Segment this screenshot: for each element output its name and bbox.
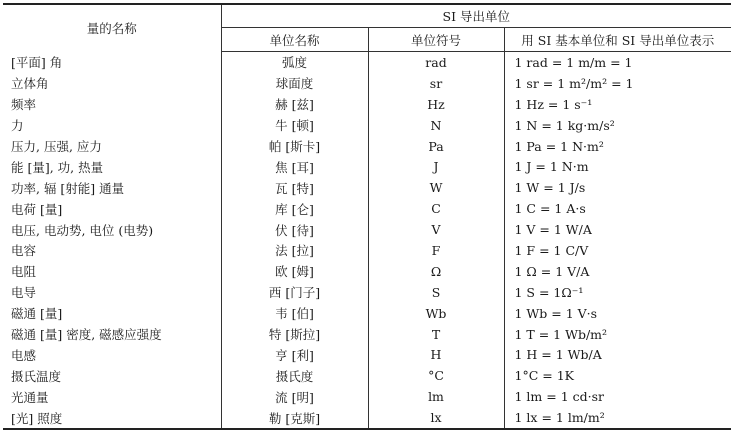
table-row	[3, 94, 731, 115]
expression-cell: 1 Ω = 1 V/A	[514, 263, 590, 279]
unit-symbol-cell: lm	[368, 386, 504, 407]
unit-symbol-cell: J	[368, 156, 504, 177]
quantity-cell: 摄氏温度	[3, 365, 221, 386]
header-row-top	[3, 4, 731, 28]
expression-cell: 1 rad = 1 m/m = 1	[514, 54, 633, 70]
expression-cell: 1 sr = 1 m²/m² = 1	[514, 75, 634, 91]
unit-name-cell: 球面度	[221, 73, 368, 94]
quantity-name-header: 量的名称	[3, 4, 221, 52]
quantity-cell: 力	[3, 115, 221, 136]
si-derived-unit-group-header: SI 导出单位	[221, 4, 731, 28]
unit-symbol-cell: Hz	[368, 94, 504, 115]
table-row	[3, 198, 731, 219]
expression-cell: 1 J = 1 N·m	[514, 159, 589, 175]
table-row	[3, 177, 731, 198]
table-row	[3, 261, 731, 282]
expression-cell: 1 lx = 1 lm/m²	[504, 407, 731, 429]
table-row	[3, 324, 731, 345]
unit-name-cell: 韦 [伯]	[221, 303, 368, 324]
table-row	[3, 240, 731, 261]
table-row	[3, 386, 731, 407]
expression-cell: 1 W = 1 J/s	[514, 180, 586, 196]
quantity-cell: 压力, 压强, 应力	[3, 136, 221, 157]
unit-name-cell: 特 [斯拉]	[221, 324, 368, 345]
quantity-cell: 电荷 [量]	[3, 198, 221, 219]
table-row	[3, 344, 731, 365]
unit-symbol-cell: W	[368, 177, 504, 198]
unit-name-cell: 伏 [待]	[221, 219, 368, 240]
quantity-cell: 功率, 辐 [射能] 通量	[3, 177, 221, 198]
unit-symbol-cell: lx	[368, 407, 504, 429]
table-row	[3, 282, 731, 303]
quantity-cell: 频率	[3, 94, 221, 115]
unit-name-cell: 库 [仑]	[221, 198, 368, 219]
quantity-cell: 立体角	[3, 73, 221, 94]
unit-symbol-header: 单位符号	[368, 28, 504, 52]
expression-cell: 1 N = 1 kg·m/s²	[514, 117, 615, 133]
quantity-cell: 电阻	[3, 261, 221, 282]
quantity-cell: 电压, 电动势, 电位 (电势)	[3, 219, 221, 240]
quantity-cell: 电感	[3, 344, 221, 365]
unit-name-cell: 西 [门子]	[221, 282, 368, 303]
unit-symbol-cell: F	[368, 240, 504, 261]
expression-cell: 1 C = 1 A·s	[514, 201, 586, 217]
unit-symbol-cell: Pa	[368, 136, 504, 157]
unit-name-cell: 流 [明]	[221, 386, 368, 407]
unit-name-cell: 帕 [斯卡]	[221, 136, 368, 157]
unit-name-cell: 瓦 [特]	[221, 177, 368, 198]
table-row	[3, 365, 731, 386]
expression-cell: 1 Wb = 1 V·s	[514, 305, 598, 321]
quantity-cell: [光] 照度	[3, 407, 221, 429]
unit-name-cell: 欧 [姆]	[221, 261, 368, 282]
table-row	[3, 156, 731, 177]
expression-cell: 1 lm = 1 cd·sr	[514, 389, 604, 405]
expression-cell: 1°C = 1K	[514, 368, 574, 384]
table-row	[3, 303, 731, 324]
expression-cell: 1 S = 1Ω⁻¹	[514, 284, 584, 300]
unit-name-cell: 弧度	[221, 52, 368, 73]
unit-symbol-cell: Ω	[368, 261, 504, 282]
table-row	[3, 115, 731, 136]
unit-name-cell: 勒 [克斯]	[221, 407, 368, 429]
unit-symbol-cell: T	[368, 324, 504, 345]
unit-name-cell: 焦 [耳]	[221, 156, 368, 177]
unit-symbol-cell: Wb	[368, 303, 504, 324]
table-row	[3, 219, 731, 240]
unit-name-cell: 牛 [顿]	[221, 115, 368, 136]
table-body	[3, 52, 731, 430]
unit-name-cell: 摄氏度	[221, 365, 368, 386]
expression-cell: 1 Pa = 1 N·m²	[514, 138, 604, 154]
unit-symbol-cell: S	[368, 282, 504, 303]
quantity-cell: 电容	[3, 240, 221, 261]
table-row	[3, 136, 731, 157]
unit-name-cell: 法 [拉]	[221, 240, 368, 261]
unit-symbol-cell: N	[368, 115, 504, 136]
unit-name-header: 单位名称	[221, 28, 368, 52]
unit-symbol-cell: C	[368, 198, 504, 219]
si-derived-units-table-container	[3, 3, 731, 430]
quantity-cell: 能 [量], 功, 热量	[3, 156, 221, 177]
expression-cell: 1 Hz = 1 s⁻¹	[514, 96, 593, 112]
unit-symbol-cell: °C	[368, 365, 504, 386]
unit-name-cell: 亨 [利]	[221, 344, 368, 365]
quantity-cell: 磁通 [量] 密度, 磁感应强度	[3, 324, 221, 345]
expression-header: 用 SI 基本单位和 SI 导出单位表示	[504, 28, 731, 52]
unit-symbol-cell: H	[368, 344, 504, 365]
quantity-cell: 光通量	[3, 386, 221, 407]
expression-cell: 1 F = 1 C/V	[514, 242, 589, 258]
unit-symbol-cell: V	[368, 219, 504, 240]
quantity-cell: [平面] 角	[3, 52, 221, 73]
table-row	[3, 73, 731, 94]
unit-symbol-cell: sr	[368, 73, 504, 94]
si-derived-units-table	[3, 3, 731, 430]
unit-symbol-cell: rad	[368, 52, 504, 73]
table-row	[3, 407, 731, 429]
table-row	[3, 52, 731, 73]
expression-cell: 1 T = 1 Wb/m²	[514, 326, 608, 342]
expression-cell: 1 H = 1 Wb/A	[514, 347, 602, 363]
quantity-cell: 磁通 [量]	[3, 303, 221, 324]
quantity-cell: 电导	[3, 282, 221, 303]
expression-cell: 1 V = 1 W/A	[514, 222, 592, 238]
unit-name-cell: 赫 [兹]	[221, 94, 368, 115]
